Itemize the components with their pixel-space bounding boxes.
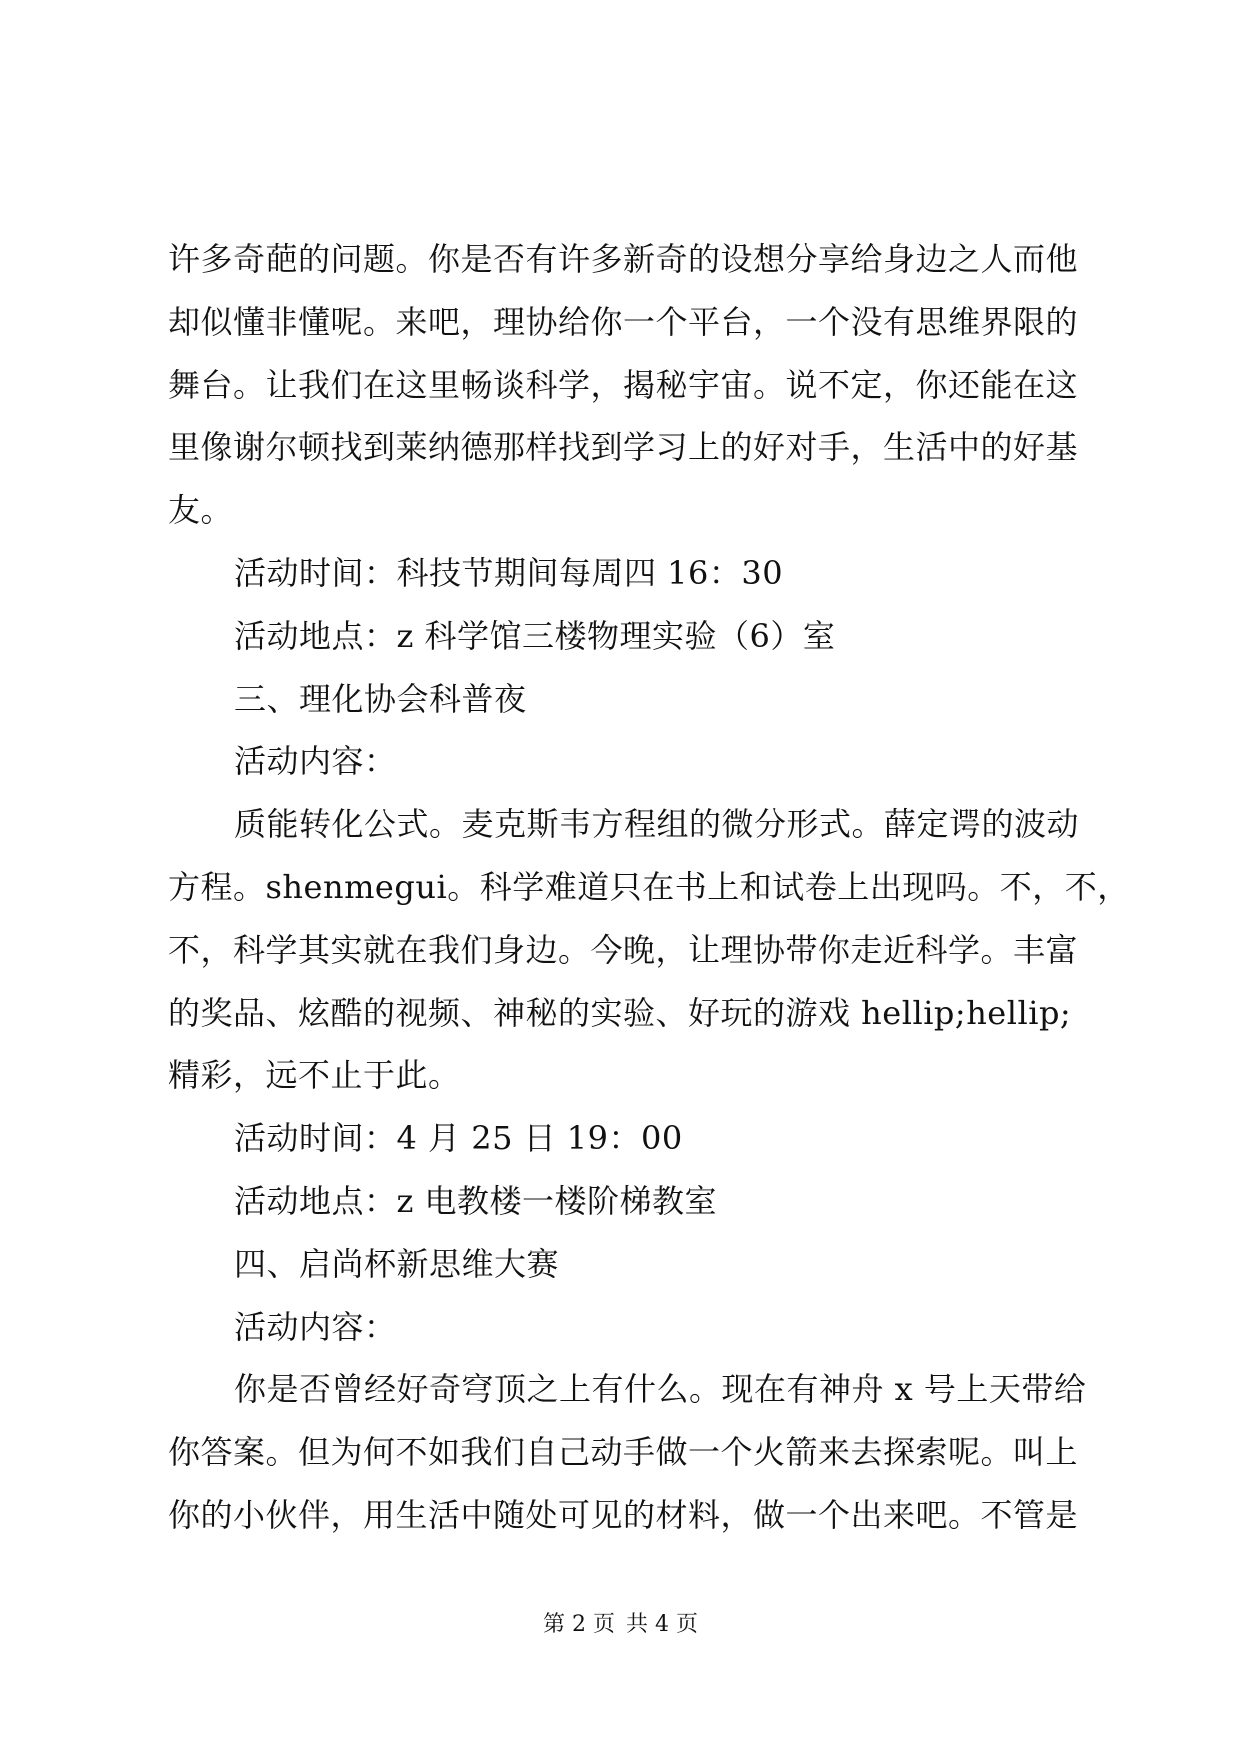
page-number: 第 2 页: [543, 1612, 615, 1637]
text-line: 许多奇葩的问题。你是否有许多新奇的设想分享给身边之人而他: [168, 240, 1079, 278]
text-line: 活动内容：: [234, 742, 397, 781]
text-line: 舞台。让我们在这里畅谈科学，揭秘宇宙。说不定，你还能在这: [168, 365, 1079, 404]
text-line: 三、理化协会科普夜: [234, 679, 527, 718]
document-body: [168, 228, 1130, 1547]
text-line: 方程。shenmegui。科学难道只在书上和试卷上出现吗。不，不，: [168, 867, 1130, 906]
page-total: 共 4 页: [626, 1612, 698, 1637]
text-line: 活动地点：z 电教楼一楼阶梯教室: [234, 1181, 718, 1220]
text-line: 里像谢尔顿找到莱纳德那样找到学习上的好对手，生活中的好基: [168, 428, 1079, 467]
text-line: 活动时间：4 月 25 日 19：00: [234, 1119, 683, 1158]
text-line: 不，科学其实就在我们身边。今晚，让理协带你走近科学。丰富: [168, 930, 1079, 969]
text-line: 的奖品、炫酷的视频、神秘的实验、好玩的游戏 hellip;hellip;: [168, 993, 1072, 1032]
text-line: 四、启尚杯新思维大赛: [234, 1244, 560, 1283]
text-line: 你的小伙伴，用生活中随处可见的材料，做一个出来吧。不管是: [168, 1495, 1079, 1534]
text-line: 活动地点：z 科学馆三楼物理实验（6）室: [234, 616, 836, 655]
text-line: 你答案。但为何不如我们自己动手做一个火箭来去探索呢。叫上: [168, 1433, 1079, 1472]
text-line: 活动内容：: [234, 1307, 397, 1346]
text-line: 却似懂非懂呢。来吧，理协给你一个平台，一个没有思维界限的: [168, 302, 1079, 341]
text-line: 活动时间：科技节期间每周四 16：30: [234, 553, 784, 592]
text-line: 友。: [168, 491, 234, 530]
text-line: 你是否曾经好奇穹顶之上有什么。现在有神舟 x 号上天带给: [234, 1370, 1087, 1409]
page-footer: [0, 1610, 1241, 1640]
text-line: 质能转化公式。麦克斯韦方程组的微分形式。薛定谔的波动: [234, 805, 1080, 844]
text-line: 精彩，远不止于此。: [168, 1056, 461, 1095]
